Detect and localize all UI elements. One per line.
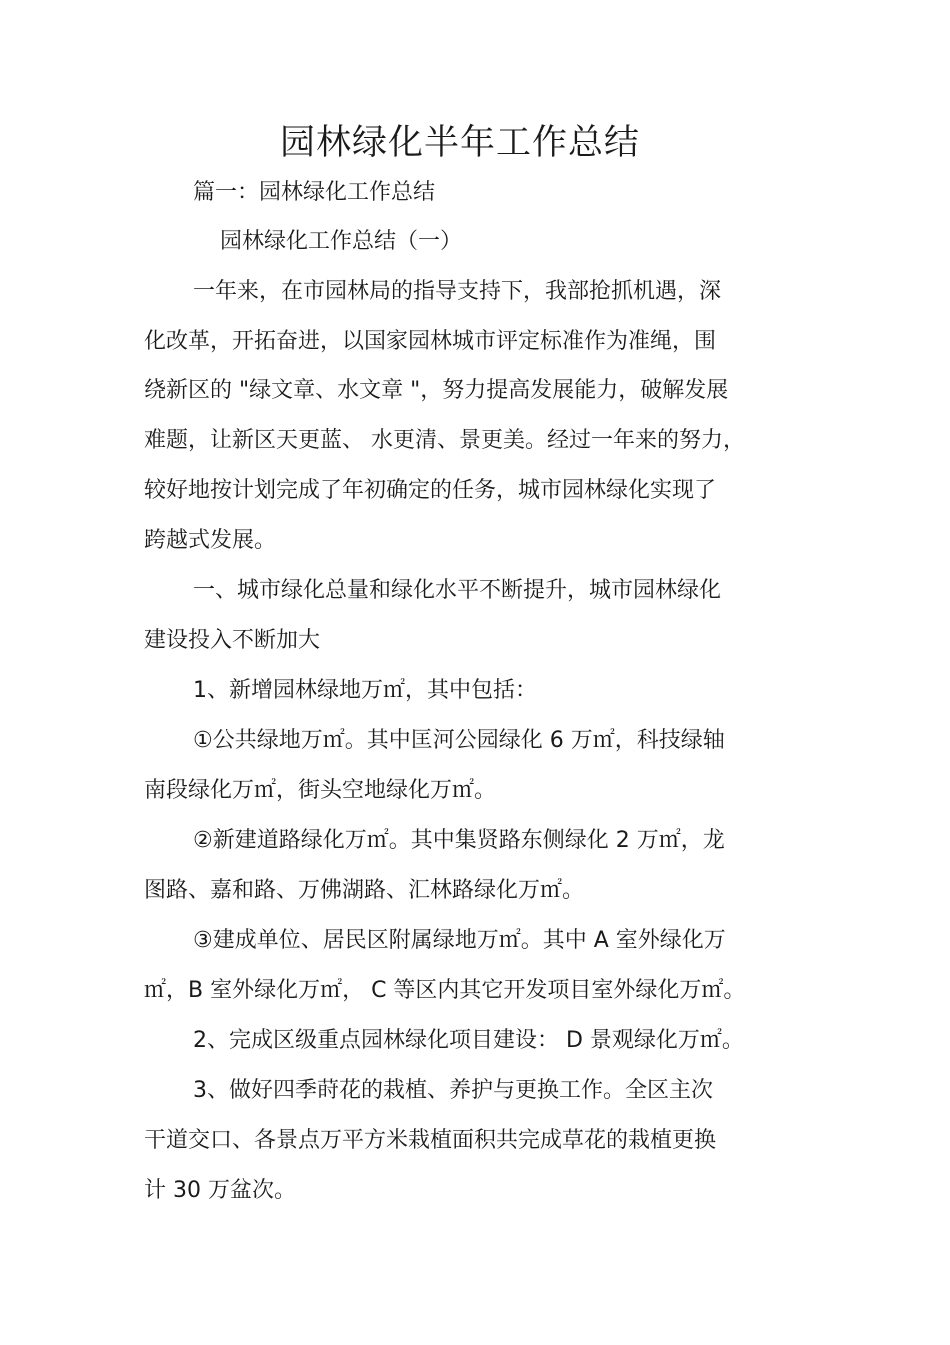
subtitle: 篇一：园林绿化工作总结 <box>193 180 436 205</box>
body-line: 建设投入不断加大 <box>144 628 321 653</box>
body-line: 一年来，在市园林局的指导支持下，我部抢抓机遇，深 <box>193 279 722 304</box>
body-line: 2、完成区级重点园林绿化项目建设： D 景观绿化万㎡。 <box>193 1028 744 1053</box>
body-line: ①公共绿地万㎡。其中匡河公园绿化 6 万㎡，科技绿轴 <box>193 728 725 753</box>
body-line: ②新建道路绿化万㎡。其中集贤路东侧绿化 2 万㎡，龙 <box>193 828 725 853</box>
document-title: 园林绿化半年工作总结 <box>279 123 640 163</box>
body-line: 难题，让新区天更蓝、 水更清、景更美。经过一年来的努力， <box>144 428 745 453</box>
body-line: 1、新增园林绿地万㎡，其中包括： <box>193 678 537 703</box>
body-line: 计 30 万盆次。 <box>144 1178 296 1203</box>
body-line: ㎡，B 室外绿化万㎡， C 等区内其它开发项目室外绿化万㎡。 <box>144 978 746 1003</box>
body-line: 跨越式发展。 <box>144 528 277 553</box>
body-line: 绕新区的 "绿文章、水文章 "，努力提高发展能力，破解发展 <box>144 378 729 403</box>
body-line: 一、城市绿化总量和绿化水平不断提升，城市园林绿化 <box>193 578 722 603</box>
body-line: 化改革，开拓奋进，以国家园林城市评定标准作为准绳，围 <box>144 329 717 354</box>
body-line: 干道交口、各景点万平方米栽植面积共完成草花的栽植更换 <box>144 1128 717 1153</box>
section-heading: 园林绿化工作总结（一） <box>220 229 463 254</box>
body-line: 3、做好四季莳花的栽植、养护与更换工作。全区主次 <box>193 1078 713 1103</box>
body-line: 南段绿化万㎡，街头空地绿化万㎡。 <box>144 778 497 803</box>
body-line: ③建成单位、居民区附属绿地万㎡。其中 A 室外绿化万 <box>193 928 726 953</box>
body-line: 较好地按计划完成了年初确定的任务，城市园林绿化实现了 <box>144 478 717 503</box>
body-line: 图路、嘉和路、万佛湖路、汇林路绿化万㎡。 <box>144 878 585 903</box>
